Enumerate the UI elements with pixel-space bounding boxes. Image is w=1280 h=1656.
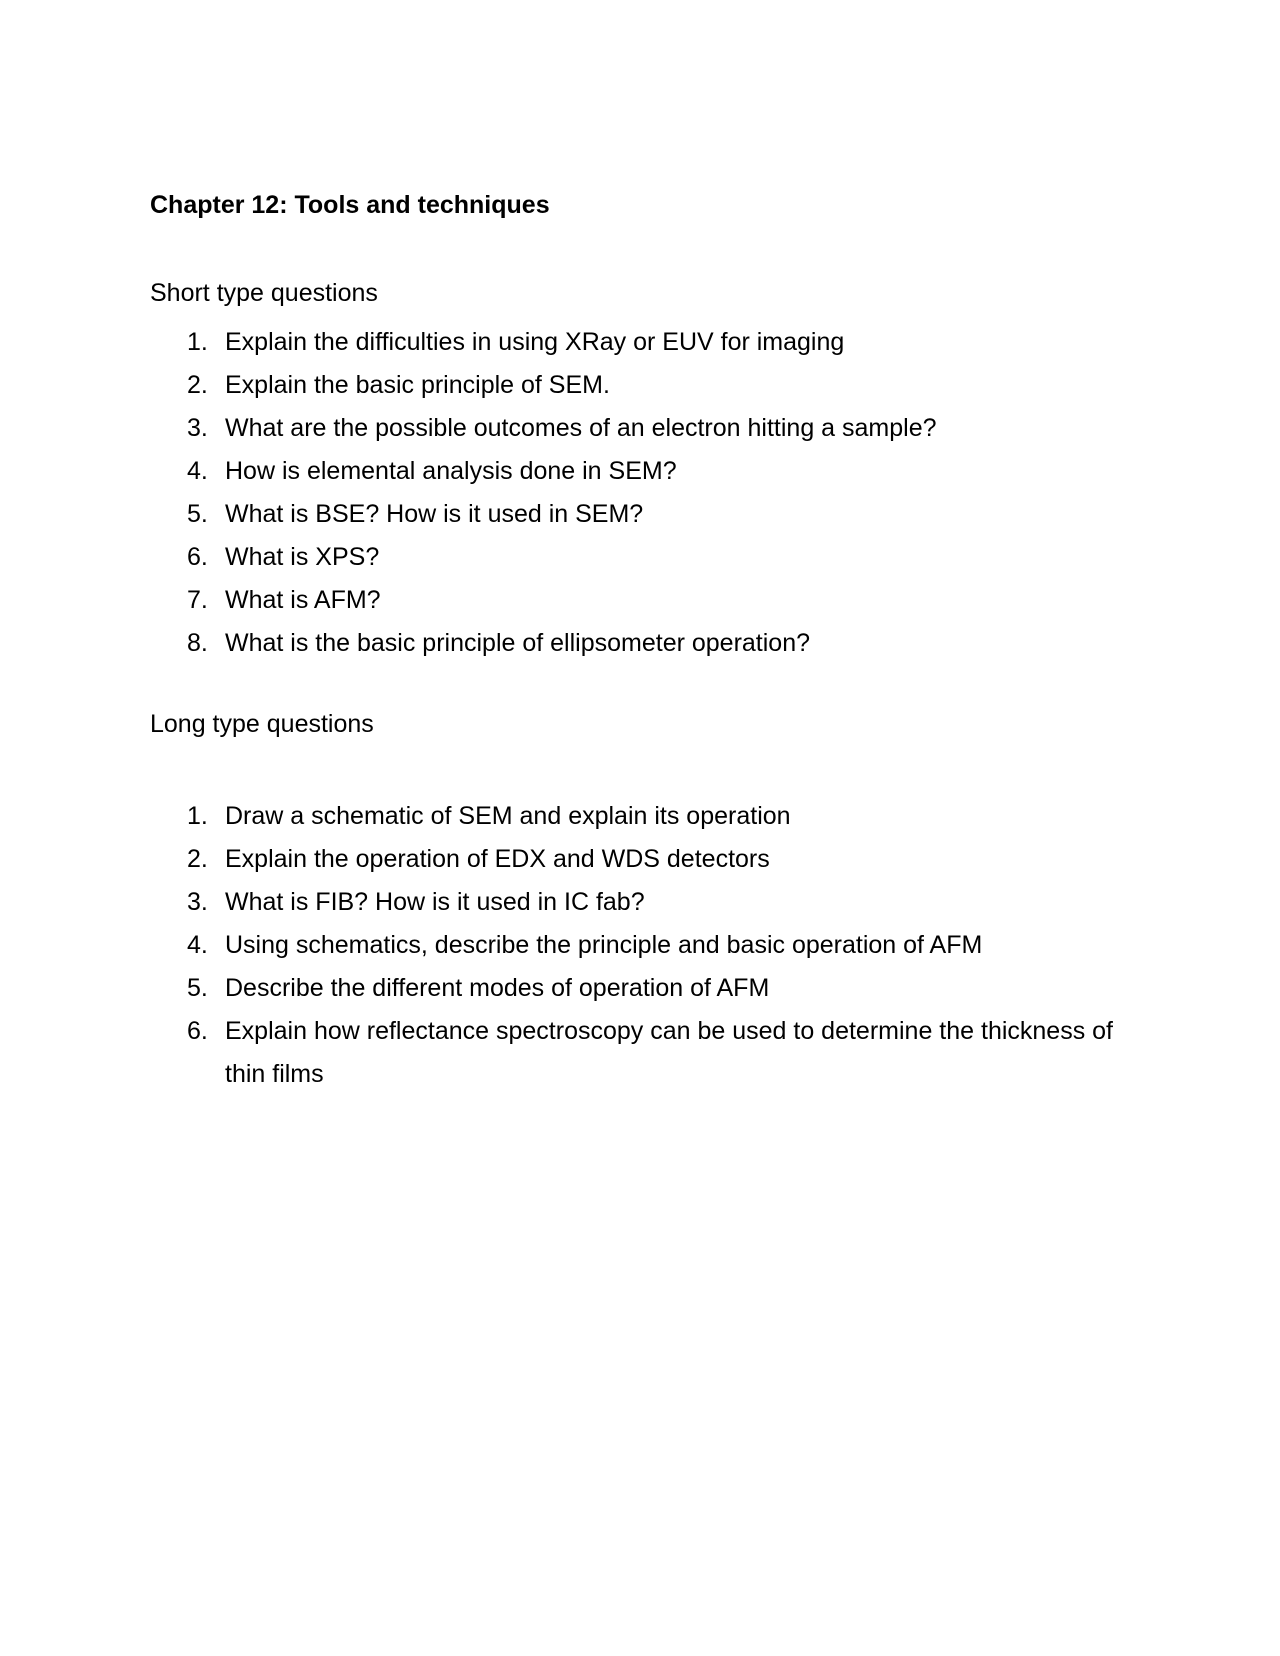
question-text: What is FIB? How is it used in IC fab? — [225, 888, 645, 916]
chapter-title: Chapter 12: Tools and techniques — [150, 191, 550, 219]
question-number: 1. — [187, 328, 208, 356]
question-text: How is elemental analysis done in SEM? — [225, 457, 677, 485]
question-number: 1. — [187, 802, 208, 830]
question-text: Draw a schematic of SEM and explain its operation — [225, 802, 791, 830]
question-item — [150, 924, 1150, 967]
question-number: 3. — [187, 888, 208, 916]
question-text: What is XPS? — [225, 543, 380, 571]
question-item — [150, 1010, 1150, 1096]
question-item — [150, 493, 1150, 536]
question-text: What is the basic principle of ellipsometer operation? — [225, 629, 811, 657]
question-item — [150, 838, 1150, 881]
question-text: What is BSE? How is it used in SEM? — [225, 500, 644, 528]
question-number: 2. — [187, 845, 208, 873]
question-item — [150, 579, 1150, 622]
question-number: 5. — [187, 974, 208, 1002]
question-item — [150, 536, 1150, 579]
short-questions-list — [150, 321, 1150, 665]
question-number: 4. — [187, 931, 208, 959]
short-questions-heading: Short type questions — [150, 279, 378, 307]
question-number: 7. — [187, 586, 208, 614]
long-questions-heading: Long type questions — [150, 710, 374, 738]
question-text: What are the possible outcomes of an electron hitting a sample? — [225, 414, 937, 442]
question-item — [150, 881, 1150, 924]
question-item — [150, 321, 1150, 364]
question-number: 6. — [187, 543, 208, 571]
question-text: What is AFM? — [225, 586, 381, 614]
question-text: Using schematics, describe the principle and basic operation of AFM — [225, 931, 983, 959]
question-text: Explain the difficulties in using XRay or EUV for imaging — [225, 328, 845, 356]
question-text: Describe the different modes of operation of AFM — [225, 974, 770, 1002]
question-item — [150, 967, 1150, 1010]
long-questions-list — [150, 795, 1150, 1096]
question-text: Explain the basic principle of SEM. — [225, 371, 610, 399]
question-number: 5. — [187, 500, 208, 528]
question-item — [150, 450, 1150, 493]
question-item — [150, 622, 1150, 665]
question-text: Explain how reflectance spectroscopy can be used to determine the thickness of thin films — [225, 1017, 1114, 1088]
question-item — [150, 407, 1150, 450]
question-text: Explain the operation of EDX and WDS detectors — [225, 845, 770, 873]
question-number: 6. — [187, 1017, 208, 1045]
question-number: 4. — [187, 457, 208, 485]
question-item — [150, 795, 1150, 838]
question-number: 2. — [187, 371, 208, 399]
question-number: 8. — [187, 629, 208, 657]
question-item — [150, 364, 1150, 407]
question-number: 3. — [187, 414, 208, 442]
